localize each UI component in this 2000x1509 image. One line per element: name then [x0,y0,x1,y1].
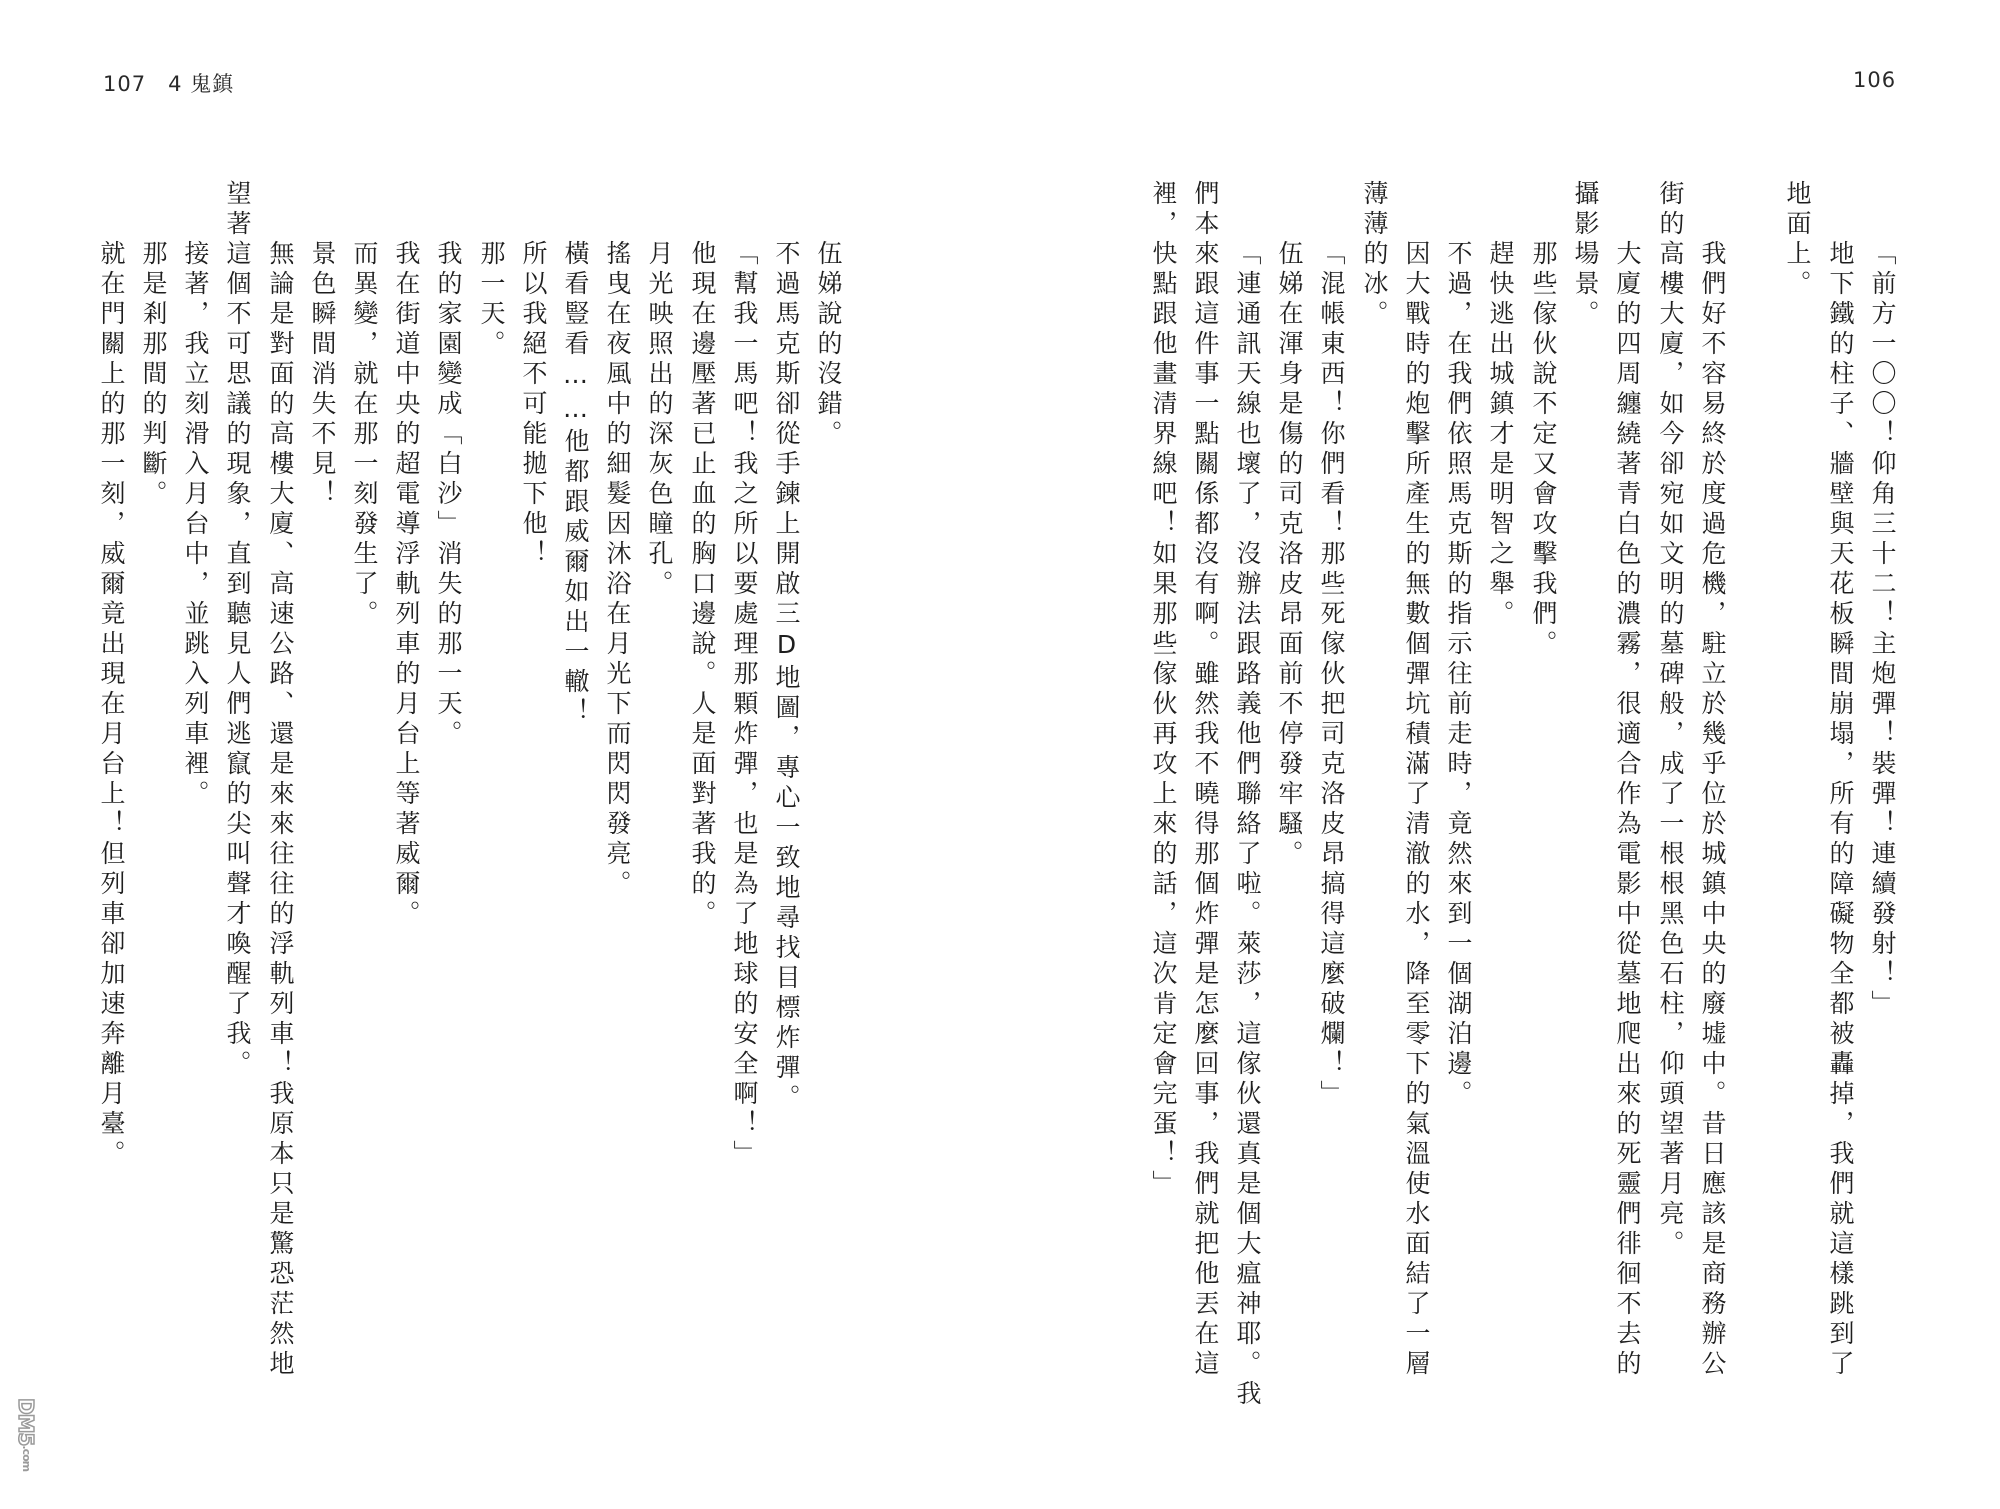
text-line: 趕快逃出城鎮才是明智之舉。 [1486,240,1515,630]
text-line: 搖曳在夜風中的細髮因沐浴在月光下而閃閃發亮。 [603,240,632,900]
text-line: 我們好不容易終於度過危機，駐立於幾乎位於城鎮中央的廢墟中。昔日應該是商務辦公 [1698,240,1727,1380]
text-line: 不過，在我們依照馬克斯的指示往前走時，竟然來到一個湖泊邊。 [1444,240,1473,1110]
watermark-text: DM5 [14,1398,38,1446]
text-line: 伍娣在渾身是傷的司克洛皮昂面前不停發牢騷。 [1275,240,1304,870]
text-line: 無論是對面的高樓大廈、高速公路、還是來來往往的浮軌列車！我原本只是驚恐茫然地 [266,240,295,1380]
text-line: 街的高樓大廈，如今卻宛如文明的墓碑般，成了一根根黑色石柱，仰頭望著月亮。 [1656,180,1685,1260]
text-line: 裡，快點跟他畫清界線吧！如果那些傢伙再攻上來的話，這次肯定會完蛋！」 [1149,180,1178,1200]
page-header-left: 107 4 鬼鎮 [103,72,235,96]
text-line: 「前方一〇〇！仰角三十二！主炮彈！裝彈！連續發射！」 [1868,240,1897,1020]
text-line: 所以我絕不可能拋下他！ [519,240,548,570]
text-line: 伍娣說的沒錯。 [814,240,843,450]
watermark-logo [8,1398,38,1498]
text-line: 那是剎那間的判斷。 [139,240,168,510]
text-line: 那一天。 [477,240,506,360]
text-line: 們本來跟這件事一點關係都沒有啊。雖然我不曉得那個炸彈是怎麼回事，我們就把他丟在這 [1191,180,1220,1380]
text-line: 地面上。 [1783,180,1812,300]
text-line: 接著，我立刻滑入月台中，並跳入列車裡。 [181,240,210,810]
watermark-suffix: .com [20,1445,33,1472]
text-line: 橫看豎看……他都跟威爾如出一轍！ [561,240,590,728]
text-line: 「幫我一馬吧！我之所以要處理那顆炸彈，也是為了地球的安全啊！」 [730,240,759,1170]
text-line: 地下鐵的柱子、牆壁與天花板瞬間崩塌，所有的障礙物全都被轟掉，我們就這樣跳到了 [1826,240,1855,1380]
text-line: 而異變，就在那一刻發生了。 [350,240,379,630]
text-line: 「混帳東西！你們看！那些死傢伙把司克洛皮昂搞得這麼破爛！」 [1317,240,1346,1110]
text-line: 那些傢伙說不定又會攻擊我們。 [1529,240,1558,660]
text-line: 不過馬克斯卻從手鍊上開啟三D地圖，專心一致地尋找目標炸彈。 [772,240,801,1114]
text-line: 因大戰時的炮擊所產生的無數個彈坑積滿了清澈的水，降至零下的氣溫使水面結了一層 [1402,240,1431,1380]
text-line: 「連通訊天線也壞了，沒辦法跟路義他們聯絡了啦。萊莎，這傢伙還真是個大瘟神耶。我 [1233,240,1262,1410]
page-header-right: 106 [1853,68,1897,92]
text-line: 大廈的四周纏繞著青白色的濃霧，很適合作為電影中從墓地爬出來的死靈們徘徊不去的 [1613,240,1642,1380]
text-line: 景色瞬間消失不見！ [308,240,337,510]
text-line: 望著這個不可思議的現象，直到聽見人們逃竄的尖叫聲才喚醒了我。 [223,180,252,1080]
text-line: 我的家園變成「白沙」消失的那一天。 [434,240,463,750]
text-line: 薄薄的冰。 [1360,180,1389,330]
text-line: 月光映照出的深灰色瞳孔。 [645,240,674,600]
text-line: 就在門關上的那一刻，威爾竟出現在月台上！但列車卻加速奔離月臺。 [97,240,126,1170]
text-line: 我在街道中央的超電導浮軌列車的月台上等著威爾。 [392,240,421,930]
text-line: 攝影場景。 [1571,180,1600,330]
text-line: 他現在邊壓著已止血的胸口邊說。人是面對著我的。 [688,240,717,930]
right-page [1000,0,2000,1509]
